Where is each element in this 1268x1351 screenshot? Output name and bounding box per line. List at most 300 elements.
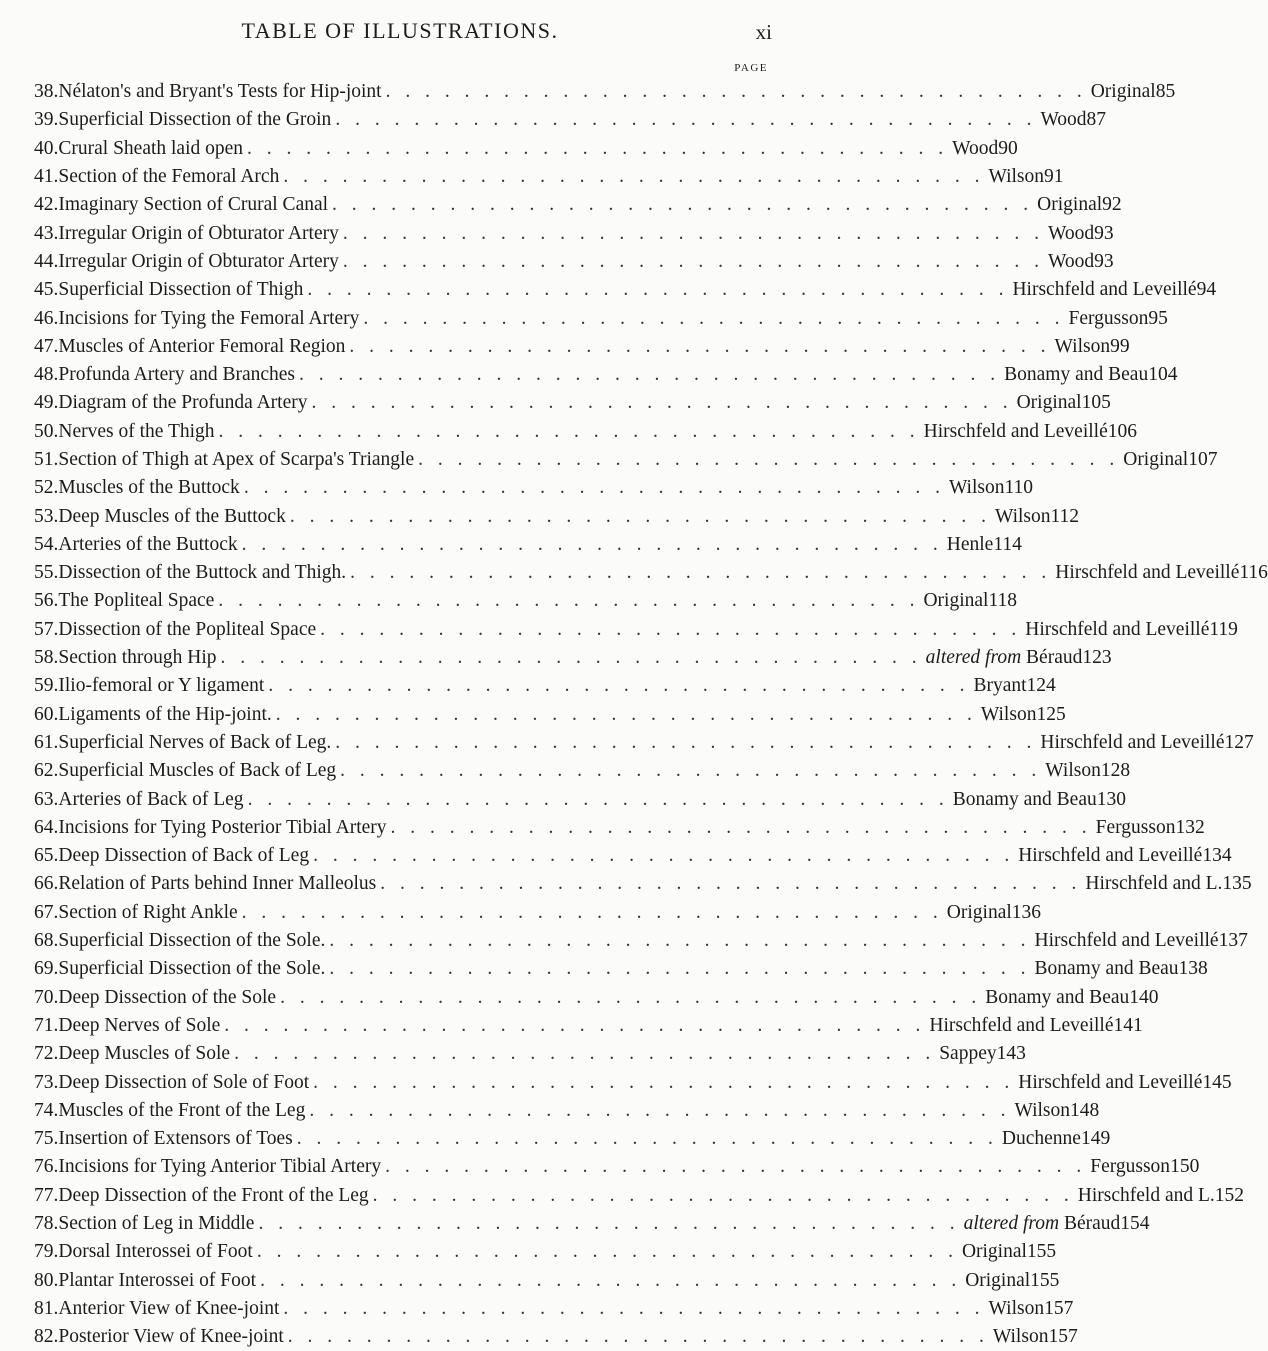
entry-source [981,704,1037,726]
entry-source-name: Original [961,1241,1027,1263]
entry-page: 116 [1239,562,1268,584]
entry-number: 71. [34,1014,59,1036]
list-item [34,1295,1074,1323]
entry-number: 47. [34,335,59,357]
dot-leader: . . . . . . . . . . . . . . . . . . . . . . . . . . . . . . . . . . . . [224,1014,926,1036]
list-item [34,361,1178,389]
dot-leader: . . . . . . . . . . . . . . . . . . . . . . . . . . . . . . . . . . . . [283,166,985,188]
entry-page: 149 [1080,1128,1111,1150]
entry-title: Diagram of the Profunda Artery [58,392,308,414]
list-item [34,389,1111,417]
entry-title: Superficial Dissection of the Groin [58,109,332,131]
entry-title: Incisions for Tying Anterior Tibial Artery [58,1156,382,1178]
entry-number: 64. [34,816,59,838]
entry-source-name: Hirschfeld and Leveillé [1025,618,1210,640]
list-item [34,899,1042,927]
entry-number: 73. [34,1071,59,1093]
entry-number: 55. [34,562,59,584]
entry-page: 145 [1202,1071,1232,1093]
list-item [34,587,1017,615]
entry-source [985,987,1129,1009]
entry-number: 45. [34,279,59,301]
page-title: TABLE OF ILLUSTRATIONS. [241,18,559,43]
entry-source-name: Wilson [988,1297,1045,1319]
entry-number: 76. [34,1156,59,1178]
entry-page: 134 [1202,845,1232,867]
entry-source-name: Bonamy and Beau [985,986,1130,1008]
entry-source [953,789,1097,811]
entry-source [1091,81,1156,103]
dot-leader: . . . . . . . . . . . . . . . . . . . . . . . . . . . . . . . . . . . . [342,250,1044,272]
list-item [34,78,1176,106]
entry-title: Anterior View of Knee-joint [58,1297,280,1319]
entry-source [988,166,1044,188]
entry-source [962,1241,1027,1263]
entry-source-name: Wilson [980,703,1037,725]
dot-leader: . . . . . . . . . . . . . . . . . . . . . . . . . . . . . . . . . . . . [220,647,922,669]
entry-number: 46. [34,307,59,329]
entry-source-name: Wilson [992,1326,1049,1348]
entry-number: 48. [34,364,59,386]
entry-number: 49. [34,392,59,414]
entry-source [1040,109,1086,131]
entry-number: 59. [34,675,59,697]
entry-source-name: Fergusson [1068,307,1149,329]
entry-title: Section of the Femoral Arch [58,166,280,188]
entry-source-name: Original [923,590,989,612]
entry-page: 92 [1102,194,1122,216]
entry-source [1012,279,1196,301]
entry-source-name: Original [965,1269,1031,1291]
entry-number: 43. [34,222,59,244]
entry-page: 141 [1113,1014,1143,1036]
entry-number: 39. [34,109,59,131]
entry-page: 148 [1070,1099,1100,1121]
entry-number: 69. [34,958,59,980]
list-item [34,446,1218,474]
entry-page: 91 [1044,166,1064,188]
entry-title: Dissection of the Popliteal Space [58,618,317,640]
entry-source [1055,336,1111,358]
entry-source-name: Bonamy and Beau [1004,364,1149,386]
entry-source-name: Wood [1040,109,1087,131]
dot-leader: . . . . . . . . . . . . . . . . . . . . . . . . . . . . . . . . . . . . [309,1099,1011,1121]
entry-number: 70. [34,986,59,1008]
list-item [34,1153,1200,1181]
entry-title: Irregular Origin of Obturator Artery [58,250,339,272]
entry-source-name: Hirschfeld and Leveillé [1055,562,1240,584]
entry-number: 50. [34,420,59,442]
dot-leader: . . . . . . . . . . . . . . . . . . . . . . . . . . . . . . . . . . . . [283,1297,985,1319]
entry-number: 54. [34,533,59,555]
entry-title: Deep Nerves of Sole [58,1014,221,1036]
entry-source [1018,1072,1202,1094]
list-item [34,870,1252,898]
list-item [34,1210,1150,1238]
entry-page: 99 [1110,335,1130,357]
dot-leader: . . . . . . . . . . . . . . . . . . . . . . . . . . . . . . . . . . . . [349,335,1051,357]
entry-page: 93 [1094,222,1114,244]
dot-leader: . . . . . . . . . . . . . . . . . . . . . . . . . . . . . . . . . . . . [289,505,991,527]
entry-title: Insertion of Extensors of Toes [58,1128,293,1150]
entry-source-name: Wilson [1045,760,1101,782]
entry-number: 75. [34,1128,59,1150]
entry-page: 128 [1100,760,1131,782]
dot-leader: . . . . . . . . . . . . . . . . . . . . . . . . . . . . . . . . . . . . [260,1269,962,1291]
list-item [34,1323,1078,1351]
entry-title: Profunda Artery and Branches [58,364,296,386]
list-item [34,276,1217,304]
entry-source-name: Original [1037,194,1103,216]
entry-source [947,902,1012,924]
list-item [34,785,1126,813]
dot-leader: . . . . . . . . . . . . . . . . . . . . . . . . . . . . . . . . . . . . [418,449,1120,470]
entry-source-name: Duchenne [1001,1128,1081,1150]
entry-number: 44. [34,250,59,272]
entry-title: Dorsal Interossei of Foot [58,1241,253,1263]
dot-leader: . . . . . . . . . . . . . . . . . . . . . . . . . . . . . . . . . . . . [296,1128,998,1150]
dot-leader: . . . . . . . . . . . . . . . . . . . . . . . . . . . . . . . . . . . . [372,1184,1074,1206]
entry-title: Crural Sheath laid open [58,137,244,159]
list-item [34,559,1268,587]
entry-title: Posterior View of Knee-joint [58,1326,284,1348]
entry-source [1037,194,1102,216]
entry-source-name: Wood [952,137,999,159]
entry-title: Muscles of Anterior Femoral Region [58,335,346,357]
entry-source [1078,1185,1215,1207]
entry-title: Ilio-femoral or Y ligament [58,675,265,697]
entry-source-name: Wilson [1014,1099,1071,1121]
entry-source-name: Béraud [1026,647,1083,669]
entry-title: Dissection of the Buttock and Thigh. [58,562,347,584]
entry-page: 105 [1081,392,1111,414]
entry-page: 95 [1148,307,1168,329]
entry-number: 38. [34,81,59,103]
entry-title: Incisions for Tying Posterior Tibial Artery [58,816,387,838]
entry-number: 60. [34,703,59,725]
page-number: xi [755,20,772,44]
entry-title: Deep Muscles of the Buttock [58,505,286,527]
entry-number: 68. [34,930,59,952]
entry-number: 40. [34,137,59,159]
entry-page: 138 [1178,958,1208,980]
list-item [34,1238,1057,1266]
entry-number: 42. [34,194,59,216]
list-item [34,757,1131,785]
entry-page: 152 [1214,1184,1245,1206]
dot-leader: . . . . . . . . . . . . . . . . . . . . . . . . . . . . . . . . . . . . [350,562,1052,584]
list-item [34,1266,1060,1294]
entry-number: 67. [34,901,59,923]
dot-leader: . . . . . . . . . . . . . . . . . . . . . . . . . . . . . . . . . . . . [247,137,949,159]
entry-source [993,1326,1049,1348]
entry-source [1017,392,1082,414]
entry-source-name: Henle [946,533,994,555]
entry-page: 107 [1188,449,1218,470]
entry-source-name: Bonamy and Beau [1034,958,1179,980]
entry-source [939,1043,996,1065]
dot-leader: . . . . . . . . . . . . . . . . . . . . . . . . . . . . . . . . . . . . [307,279,1009,301]
list-item [34,248,1114,276]
entry-source-name: Original [1123,449,1189,470]
dot-leader: . . . . . . . . . . . . . . . . . . . . . . . . . . . . . . . . . . . . [390,816,1092,838]
list-item [34,163,1064,191]
entry-page: 135 [1222,873,1252,895]
list-item [34,1068,1232,1096]
dot-leader: . . . . . . . . . . . . . . . . . . . . . . . . . . . . . . . . . . . . [335,109,1037,131]
entry-number: 51. [34,449,59,470]
entry-page: 155 [1026,1241,1057,1263]
entry-page: 132 [1175,816,1205,838]
entry-source [923,590,988,612]
entry-page: 90 [998,137,1018,159]
entry-source-name: Bryant [973,675,1027,697]
dot-leader: . . . . . . . . . . . . . . . . . . . . . . . . . . . . . . . . . . . . [320,618,1022,640]
entry-source-name: Fergusson [1090,1156,1171,1178]
entry-page: 137 [1218,930,1248,952]
dot-leader: . . . . . . . . . . . . . . . . . . . . . . . . . . . . . . . . . . . . [275,703,977,725]
entry-source [924,421,1108,443]
list-item [34,1097,1100,1125]
entry-title: Superficial Dissection of the Sole. [58,930,326,952]
entry-page: 125 [1036,703,1066,725]
entry-source-name: Bonamy and Beau [952,788,1097,810]
entry-source [1040,732,1224,754]
dot-leader: . . . . . . . . . . . . . . . . . . . . . . . . . . . . . . . . . . . . [313,845,1015,867]
entry-page: 118 [988,590,1017,612]
entry-source [1055,562,1239,584]
entry-page: 140 [1129,986,1159,1008]
list-item [34,644,1112,672]
entry-source-name: Wilson [1054,335,1111,357]
entry-title: Arteries of the Buttock [58,533,238,555]
entry-source-name: Wilson [948,477,1005,499]
list-item [34,927,1248,955]
entry-number: 65. [34,845,59,867]
entry-page: 106 [1107,420,1137,442]
entry-source-prefix: altered from [925,647,1027,669]
entry-title: Deep Muscles of Sole [58,1043,231,1065]
entry-source-name: Original [946,901,1012,923]
entry-source [929,1015,1113,1037]
entry-source-name: Hirschfeld and Leveillé [1012,279,1197,301]
entry-page: 124 [1026,675,1056,697]
page-header [0,10,800,50]
entry-page: 114 [993,533,1022,555]
dot-leader: . . . . . . . . . . . . . . . . . . . . . . . . . . . . . . . . . . . . [258,1213,960,1235]
dot-leader: . . . . . . . . . . . . . . . . . . . . . . . . . . . . . . . . . . . . [313,1071,1015,1093]
entry-number: 72. [34,1043,59,1065]
list-item [34,814,1205,842]
entry-source-name: Original [1016,392,1082,414]
entry-source [1048,251,1094,273]
entry-page: 85 [1155,81,1176,103]
entry-source [1034,930,1218,952]
entry-title: Superficial Nerves of Back of Leg. [58,731,332,753]
list-item [34,502,1080,530]
entry-page: 157 [1044,1297,1074,1319]
entry-source [1090,1156,1170,1178]
list-item [34,1182,1245,1210]
entry-page: 130 [1096,788,1126,810]
entry-page: 143 [996,1043,1026,1065]
entry-title: Section of Leg in Middle [58,1213,255,1235]
entry-page: 104 [1148,364,1178,386]
entry-title: The Popliteal Space [58,590,215,612]
dot-leader: . . . . . . . . . . . . . . . . . . . . . . . . . . . . . . . . . . . . [241,533,943,555]
entry-source [947,534,994,556]
entry-source [1014,1100,1070,1122]
entry-page: 155 [1030,1269,1060,1291]
entry-title: Nerves of the Thigh [58,420,215,442]
entry-source [1048,223,1094,245]
entry-title: Superficial Dissection of the Sole. [58,958,326,980]
entry-source [965,1270,1030,1292]
entry-source-name: Wilson [994,505,1051,527]
entry-title: Superficial Dissection of Thigh [58,279,304,301]
list-item [34,333,1130,361]
entry-page: 154 [1120,1213,1150,1235]
entry-title: Incisions for Tying the Femoral Artery [58,307,360,329]
entry-source-name: Hirschfeld and L. [1085,873,1223,895]
dot-leader: . . . . . . . . . . . . . . . . . . . . . . . . . . . . . . . . . . . . [218,420,920,442]
entry-source [1096,817,1176,839]
entry-title: Deep Dissection of the Sole [58,986,277,1008]
dot-leader: . . . . . . . . . . . . . . . . . . . . . . . . . . . . . . . . . . . . [234,1043,936,1065]
entry-source [1002,1128,1081,1150]
entry-page: 93 [1094,250,1114,272]
dot-leader: . . . . . . . . . . . . . . . . . . . . . . . . . . . . . . . . . . . . [332,194,1034,216]
entry-page: 123 [1082,647,1112,669]
entry-title: Section through Hip [58,647,217,669]
entry-source [949,477,1005,499]
entry-number: 57. [34,618,59,640]
dot-leader: . . . . . . . . . . . . . . . . . . . . . . . . . . . . . . . . . . . . [342,222,1044,244]
entry-number: 81. [34,1297,59,1319]
entry-number: 79. [34,1241,59,1263]
dot-leader: . . . . . . . . . . . . . . . . . . . . . . . . . . . . . . . . . . . . [243,477,945,499]
page-column-label: PAGE [734,62,768,74]
entry-page: 112 [1050,505,1080,527]
entry-source [1123,449,1188,471]
list-item [34,1040,1026,1068]
dot-leader: . . . . . . . . . . . . . . . . . . . . . . . . . . . . . . . . . . . . [385,81,1087,103]
entry-page: 87 [1086,109,1107,131]
entry-number: 62. [34,760,59,782]
dot-leader: . . . . . . . . . . . . . . . . . . . . . . . . . . . . . . . . . . . . [385,1156,1087,1178]
entry-page: 94 [1196,279,1217,301]
dot-leader: . . . . . . . . . . . . . . . . . . . . . . . . . . . . . . . . . . . . [311,392,1013,414]
list-item [34,1012,1143,1040]
dot-leader: . . . . . . . . . . . . . . . . . . . . . . . . . . . . . . . . . . . . [329,930,1031,952]
entry-source-name: Béraud [1063,1213,1121,1235]
entry-source [1004,364,1148,386]
entry-source-name: Original [1090,81,1156,103]
list-item [34,616,1238,644]
dot-leader: . . . . . . . . . . . . . . . . . . . . . . . . . . . . . . . . . . . . [340,760,1042,782]
entry-source-name: Fergusson [1095,816,1176,838]
dot-leader: . . . . . . . . . . . . . . . . . . . . . . . . . . . . . . . . . . . . [335,731,1037,753]
entry-source-name: Hirschfeld and Leveillé [1034,930,1219,952]
entry-title: Relation of Parts behind Inner Malleolus [58,873,377,895]
entry-source-name: Hirschfeld and Leveillé [929,1014,1114,1036]
entry-source [964,1213,1121,1235]
entry-source-name: Wilson [988,166,1045,188]
entry-source [1025,619,1209,641]
entry-number: 82. [34,1326,59,1348]
dot-leader: . . . . . . . . . . . . . . . . . . . . . . . . . . . . . . . . . . . . [380,873,1082,895]
entry-source [1085,873,1222,895]
entry-title: Muscles of the Buttock [58,477,240,499]
entry-page: 127 [1224,731,1254,753]
entry-number: 78. [34,1213,59,1235]
entry-title: Deep Dissection of the Front of the Leg [58,1184,369,1206]
list-item [34,304,1168,332]
entry-source [995,506,1051,528]
list-item [34,672,1056,700]
list-item [34,474,1034,502]
entry-number: 63. [34,788,59,810]
entry-title: Ligaments of the Hip-joint. [58,703,272,725]
entry-title: Arteries of Back of Leg [58,788,244,810]
entry-number: 52. [34,477,59,499]
entry-number: 74. [34,1099,59,1121]
entry-number: 61. [34,731,59,753]
dot-leader: . . . . . . . . . . . . . . . . . . . . . . . . . . . . . . . . . . . . [299,364,1001,386]
entry-page: 110 [1004,477,1034,499]
entry-source-name: Wood [1047,250,1095,272]
entry-title: Plantar Interossei of Foot [58,1269,257,1291]
entry-title: Section of Right Ankle [58,901,238,923]
dot-leader: . . . . . . . . . . . . . . . . . . . . . . . . . . . . . . . . . . . . [256,1241,958,1263]
entry-source [926,647,1083,669]
entry-title: Superficial Muscles of Back of Leg [58,760,337,782]
entry-page: 136 [1011,901,1042,923]
entry-source [1018,845,1202,867]
list-item [34,955,1208,983]
entry-number: 77. [34,1184,59,1206]
entry-source [1034,958,1178,980]
dot-leader: . . . . . . . . . . . . . . . . . . . . . . . . . . . . . . . . . . . . [247,788,949,810]
entry-source-name: Hirschfeld and Leveillé [1018,1071,1203,1093]
entry-source-name: Hirschfeld and Leveillé [923,420,1108,442]
list-item [34,106,1107,134]
entry-title: Imaginary Section of Crural Canal [58,194,329,216]
entry-number: 56. [34,590,59,612]
entry-source-name: Sappey [939,1043,997,1065]
entry-title: Muscles of the Front of the Leg [58,1099,306,1121]
entry-source [952,138,998,160]
list-item [34,191,1122,219]
illustrations-list [34,78,1268,1351]
list-item [34,701,1066,729]
list-item [34,984,1159,1012]
dot-leader: . . . . . . . . . . . . . . . . . . . . . . . . . . . . . . . . . . . . [329,958,1031,980]
entry-title: Nélaton's and Bryant's Tests for Hip-joint [58,81,382,103]
entry-source-name: Hirschfeld and Leveillé [1018,845,1203,867]
entry-source [1069,308,1149,330]
entry-number: 80. [34,1269,59,1291]
entry-source-name: Hirschfeld and L. [1077,1184,1215,1206]
dot-leader: . . . . . . . . . . . . . . . . . . . . . . . . . . . . . . . . . . . . [241,901,943,923]
entry-page: 119 [1209,618,1238,640]
dot-leader: . . . . . . . . . . . . . . . . . . . . . . . . . . . . . . . . . . . . [280,986,982,1008]
entry-source [1045,760,1101,782]
list-item [34,219,1114,247]
entry-title: Deep Dissection of Sole of Foot [58,1071,310,1093]
list-item [34,418,1137,446]
entry-page: 157 [1048,1326,1078,1348]
